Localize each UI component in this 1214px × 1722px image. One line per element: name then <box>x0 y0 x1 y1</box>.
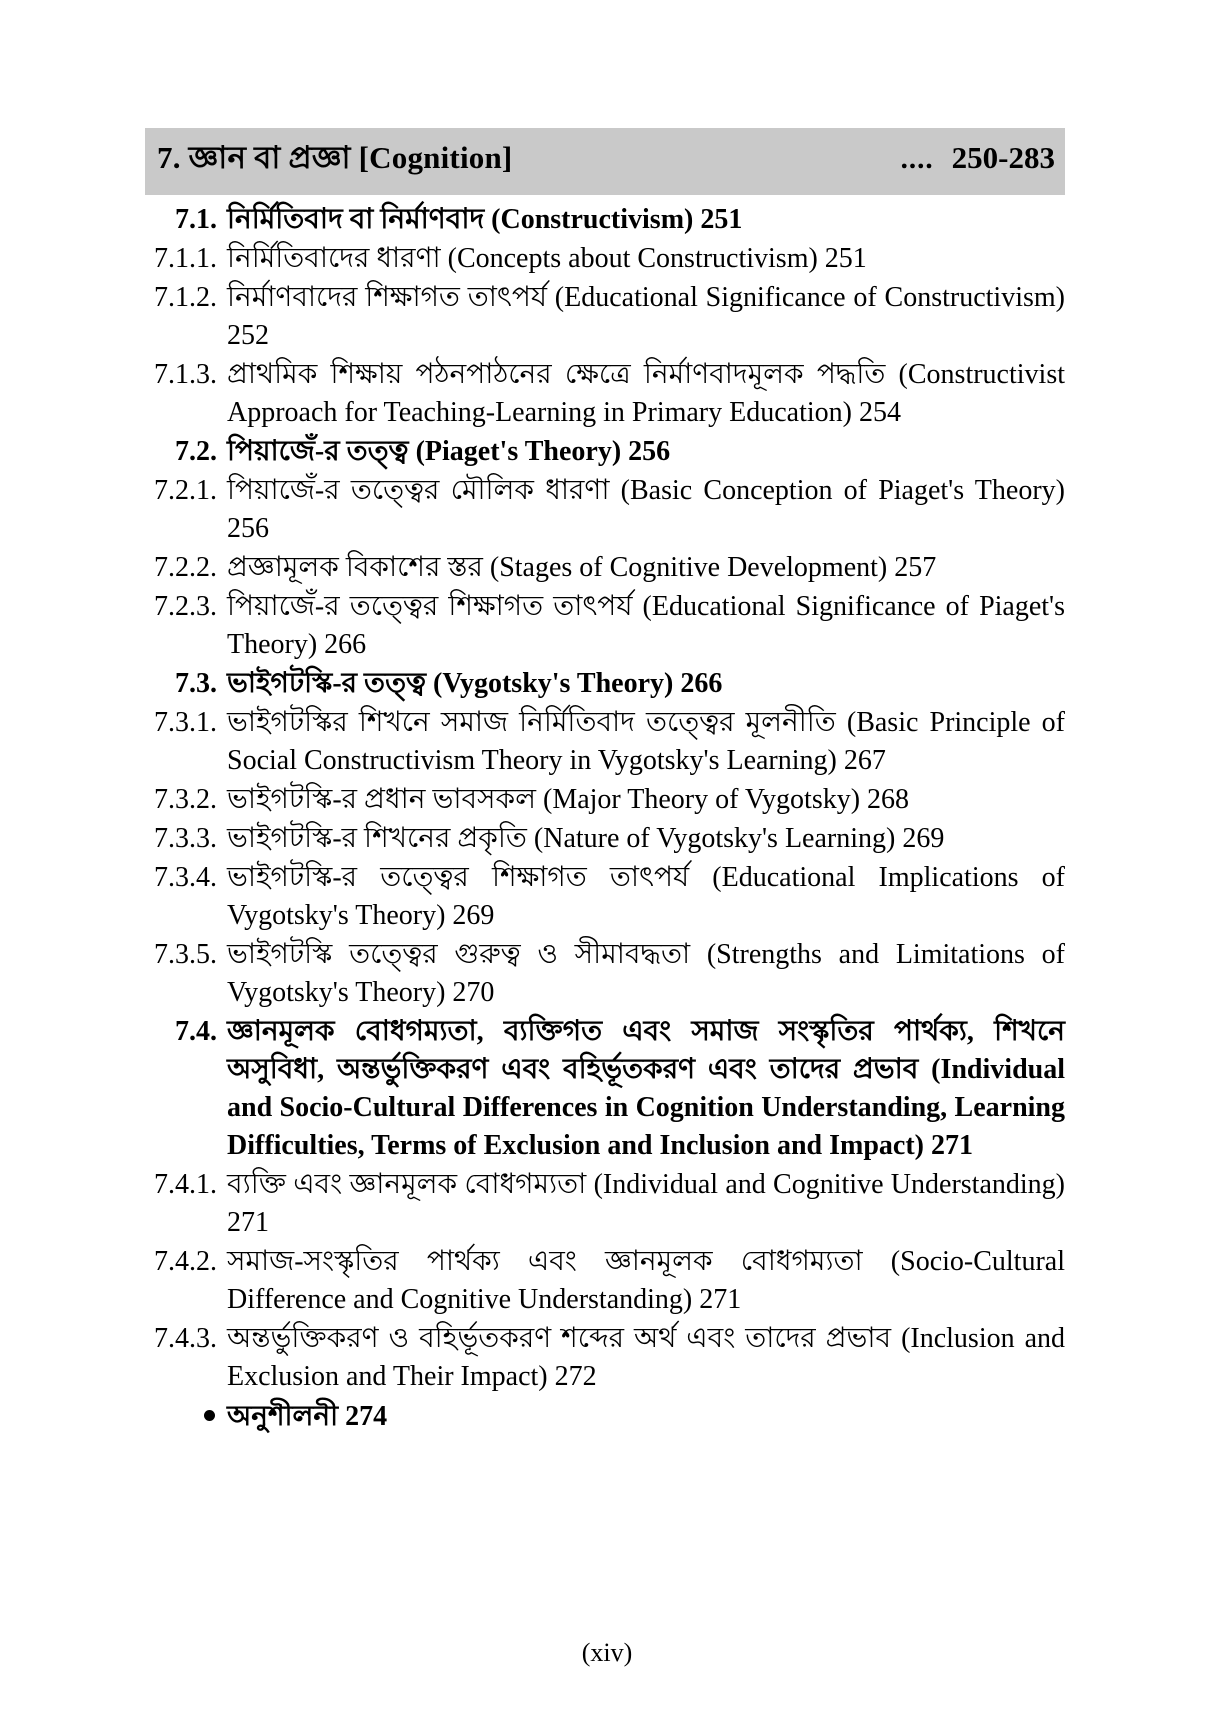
toc-entry[interactable] <box>145 1013 1065 1165</box>
toc-entry-list <box>145 201 1065 1396</box>
toc-entry[interactable] <box>145 201 1065 239</box>
toc-entry[interactable] <box>145 665 1065 703</box>
chapter-title: 7. জ্ঞান বা প্রজ্ঞা [Cognition] <box>157 140 513 175</box>
toc-entry[interactable] <box>145 433 1065 471</box>
toc-entry[interactable] <box>145 588 1065 664</box>
toc-entry-number: 7.2.3. <box>154 591 217 622</box>
toc-entry-number: 7.3.3. <box>154 823 217 854</box>
leader-dots: .... <box>900 143 934 175</box>
toc-entry-title: ভাইগটস্কি-র তত্ত্ব (Vygotsky's Theory) 266 <box>227 668 723 699</box>
toc-entry[interactable] <box>145 356 1065 432</box>
toc-entry[interactable] <box>145 1320 1065 1396</box>
bullet-icon <box>145 1398 227 1436</box>
toc-entry-number: 7.1.1. <box>154 243 217 274</box>
toc-entry-number: 7.2. <box>175 436 217 467</box>
toc-entry-number: 7.4. <box>175 1016 217 1047</box>
toc-entry-title: ভাইগটস্কি-র তত্ত্বের শিক্ষাগত তাৎপর্য (Educational Implications of Vygotsky's Theory) 269 <box>227 862 1065 931</box>
toc-entry-title: নির্মিতিবাদের ধারণা (Concepts about Constructivism) 251 <box>227 243 867 274</box>
toc-entry-number: 7.4.1. <box>154 1169 217 1200</box>
toc-entry[interactable] <box>145 549 1065 587</box>
toc-entry-title: প্রজ্ঞামূলক বিকাশের স্তর (Stages of Cognitive Development) 257 <box>227 552 937 583</box>
toc-bullet-entry <box>145 1398 1065 1436</box>
page-footer <box>0 1638 1214 1668</box>
toc-entry-title: ভাইগটস্কি-র প্রধান ভাবসকল (Major Theory of Vygotsky) 268 <box>227 784 910 815</box>
toc-entry-title: অন্তর্ভুক্তিকরণ ও বহির্ভূতকরণ শব্দের অর্থ এবং তাদের প্রভাব (Inclusion and Exclusion and Their Impact) 272 <box>227 1323 1065 1392</box>
toc-entry[interactable] <box>145 820 1065 858</box>
toc-entry-title: সমাজ-সংস্কৃতির পার্থক্য এবং জ্ঞানমূলক বোধগম্যতা (Socio-Cultural Difference and Cognitive Understanding) 271 <box>227 1246 1065 1315</box>
toc-entry-title: পিয়াজেঁ-র তত্ত্বের শিক্ষাগত তাৎপর্য (Educational Significance of Piaget's Theory) 266 <box>227 591 1065 660</box>
toc-entry-number: 7.1. <box>175 204 217 235</box>
toc-entry-title: পিয়াজেঁ-র তত্ত্বের মৌলিক ধারণা (Basic Conception of Piaget's Theory) 256 <box>227 475 1065 544</box>
toc-entry-title: নির্মাণবাদের শিক্ষাগত তাৎপর্য (Educational Significance of Constructivism) 252 <box>227 282 1065 351</box>
toc-entry[interactable] <box>145 781 1065 819</box>
toc-entry-number: 7.1.2. <box>154 282 217 313</box>
toc-entry-title: ভাইগটস্কি-র শিখনের প্রকৃতি (Nature of Vygotsky's Learning) 269 <box>227 823 945 854</box>
toc-entry-title: জ্ঞানমূলক বোধগম্যতা, ব্যক্তিগত এবং সমাজ সংস্কৃতির পার্থক্য, শিখনে অসুবিধা, অন্তর্ভুক্তিকরণ এবং বহির্ভূতকরণ এবং তাদের প্রভাব (Individual and Socio-Cultural Differences in Cognition Understanding, Learning Difficulties, Terms of Exclusion and Inclusion and Impact) 271 <box>227 1016 1065 1161</box>
toc-entry-number: 7.3.2. <box>154 784 217 815</box>
bullet-entry-label: অনুশীলনী 274 <box>227 1401 388 1432</box>
chapter-page-range-group <box>901 140 1055 176</box>
toc-entry-title: ব্যক্তি এবং জ্ঞানমূলক বোধগম্যতা (Individual and Cognitive Understanding) 271 <box>227 1169 1065 1238</box>
toc-entry[interactable] <box>145 240 1065 278</box>
toc-entry[interactable] <box>145 859 1065 935</box>
toc-entry[interactable] <box>145 1243 1065 1319</box>
toc-entry[interactable] <box>145 1166 1065 1242</box>
toc-entry-number: 7.1.3. <box>154 359 217 390</box>
toc-entry-number: 7.4.2. <box>154 1246 217 1277</box>
toc-entry-number: 7.3.1. <box>154 707 217 738</box>
toc-entry-title: ভাইগটস্কির শিখনে সমাজ নির্মিতিবাদ তত্ত্বের মূলনীতি (Basic Principle of Social Constructivism Theory in Vygotsky's Learning) 267 <box>227 707 1065 776</box>
toc-entry-number: 7.2.1. <box>154 475 217 506</box>
toc-entry-title: ভাইগটস্কি তত্ত্বের গুরুত্ব ও সীমাবদ্ধতা (Strengths and Limitations of Vygotsky's Theory) 270 <box>227 939 1065 1008</box>
footer-page-number: (xiv) <box>581 1638 633 1667</box>
toc-content <box>145 128 1065 1436</box>
toc-entry-number: 7.3.4. <box>154 862 217 893</box>
chapter-heading-bar <box>145 128 1065 195</box>
toc-entry-number: 7.3.5. <box>154 939 217 970</box>
chapter-page-range: 250-283 <box>951 140 1055 175</box>
toc-entry-title: নির্মিতিবাদ বা নির্মাণবাদ (Constructivism) 251 <box>227 204 743 235</box>
toc-entry-title: প্রাথমিক শিক্ষায় পঠনপাঠনের ক্ষেত্রে নির্মাণবাদমূলক পদ্ধতি (Constructivist Approach for Teaching-Learning in Primary Education) 254 <box>227 359 1065 428</box>
toc-entry-number: 7.2.2. <box>154 552 217 583</box>
toc-entry-number: 7.4.3. <box>154 1323 217 1354</box>
toc-entry[interactable] <box>145 936 1065 1012</box>
toc-entry[interactable] <box>145 472 1065 548</box>
toc-entry-number: 7.3. <box>175 668 217 699</box>
toc-entry[interactable] <box>145 279 1065 355</box>
toc-entry-title: পিয়াজেঁ-র তত্ত্ব (Piaget's Theory) 256 <box>227 436 671 467</box>
toc-entry[interactable] <box>145 704 1065 780</box>
